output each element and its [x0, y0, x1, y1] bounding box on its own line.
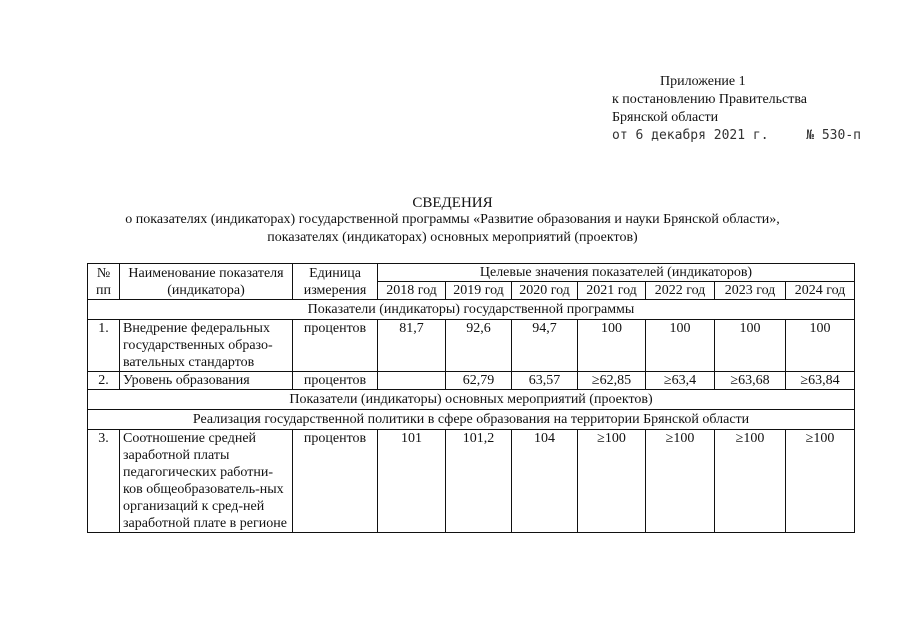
row-value: 62,79: [446, 372, 512, 390]
row-value: 81,7: [378, 320, 446, 372]
row-name: Внедрение федеральных государственных образо-вательных стандартов: [120, 320, 293, 372]
row-value: 92,6: [446, 320, 512, 372]
row-value: ≥63,4: [646, 372, 715, 390]
document-subtitle-1: о показателях (индикаторах) государственной программы «Развитие образования и науки Брянской области»,: [125, 212, 780, 227]
header-year: 2024 год: [786, 282, 855, 300]
document-subtitle-2: показателях (индикаторах) основных мероприятий (проектов): [267, 230, 638, 245]
row-unit: процентов: [293, 430, 378, 533]
row-num: 1.: [88, 320, 120, 372]
row-value: 100: [715, 320, 786, 372]
row-value: ≥100: [578, 430, 646, 533]
row-value: ≥100: [646, 430, 715, 533]
row-value: ≥63,84: [786, 372, 855, 390]
header-year: 2021 год: [578, 282, 646, 300]
header-year: 2023 год: [715, 282, 786, 300]
table-row: [88, 372, 855, 390]
row-num: 3.: [88, 430, 120, 533]
row-value: 63,57: [512, 372, 578, 390]
row-value: 100: [786, 320, 855, 372]
row-value: 101: [378, 430, 446, 533]
header-year: 2019 год: [446, 282, 512, 300]
date-prefix: от: [612, 128, 628, 143]
header-unit: Единица измерения: [293, 264, 378, 300]
table-row: [88, 320, 855, 372]
section-row: [88, 300, 855, 320]
row-name: Соотношение средней заработной платы педагогических работни-ков общеобразователь-ных организаций к сред-ней заработной плате в регионе: [120, 430, 293, 533]
section-row: [88, 410, 855, 430]
row-name: Уровень образования: [120, 372, 293, 390]
row-num: 2.: [88, 372, 120, 390]
indicators-table: [87, 263, 855, 533]
section-title: Реализация государственной политики в сфере образования на территории Брянской области: [88, 410, 855, 430]
number-sign: №: [806, 128, 815, 143]
appendix-title: Приложение 1: [660, 74, 746, 89]
row-unit: процентов: [293, 320, 378, 372]
row-value: ≥62,85: [578, 372, 646, 390]
section-row: [88, 390, 855, 410]
header-name: Наименование показателя (индикатора): [120, 264, 293, 300]
header-num: № пп: [88, 264, 120, 300]
appendix-block: [612, 73, 861, 145]
row-value: ≥100: [786, 430, 855, 533]
row-value: ≥63,68: [715, 372, 786, 390]
row-value: 104: [512, 430, 578, 533]
row-value: ≥100: [715, 430, 786, 533]
row-unit: процентов: [293, 372, 378, 390]
appendix-line-2: к постановлению Правительства: [612, 92, 808, 107]
row-value: 94,7: [512, 320, 578, 372]
header-year: 2018 год: [378, 282, 446, 300]
appendix-line-3: Брянской области: [612, 110, 719, 125]
row-value: 100: [578, 320, 646, 372]
header-targets: Целевые значения показателей (индикаторов): [378, 264, 855, 282]
table-header-row-1: [88, 264, 855, 282]
section-title: Показатели (индикаторы) основных мероприятий (проектов): [88, 390, 855, 410]
row-value: 100: [646, 320, 715, 372]
number-value: 530-п: [821, 128, 861, 143]
row-value: [378, 372, 446, 390]
header-year: 2022 год: [646, 282, 715, 300]
date-value: 6 декабря 2021 г.: [635, 128, 769, 143]
table-row: [88, 430, 855, 533]
document-title: СВЕДЕНИЯ: [412, 195, 493, 211]
header-year: 2020 год: [512, 282, 578, 300]
row-value: 101,2: [446, 430, 512, 533]
appendix-date-line: [612, 127, 861, 145]
section-title: Показатели (индикаторы) государственной программы: [88, 300, 855, 320]
